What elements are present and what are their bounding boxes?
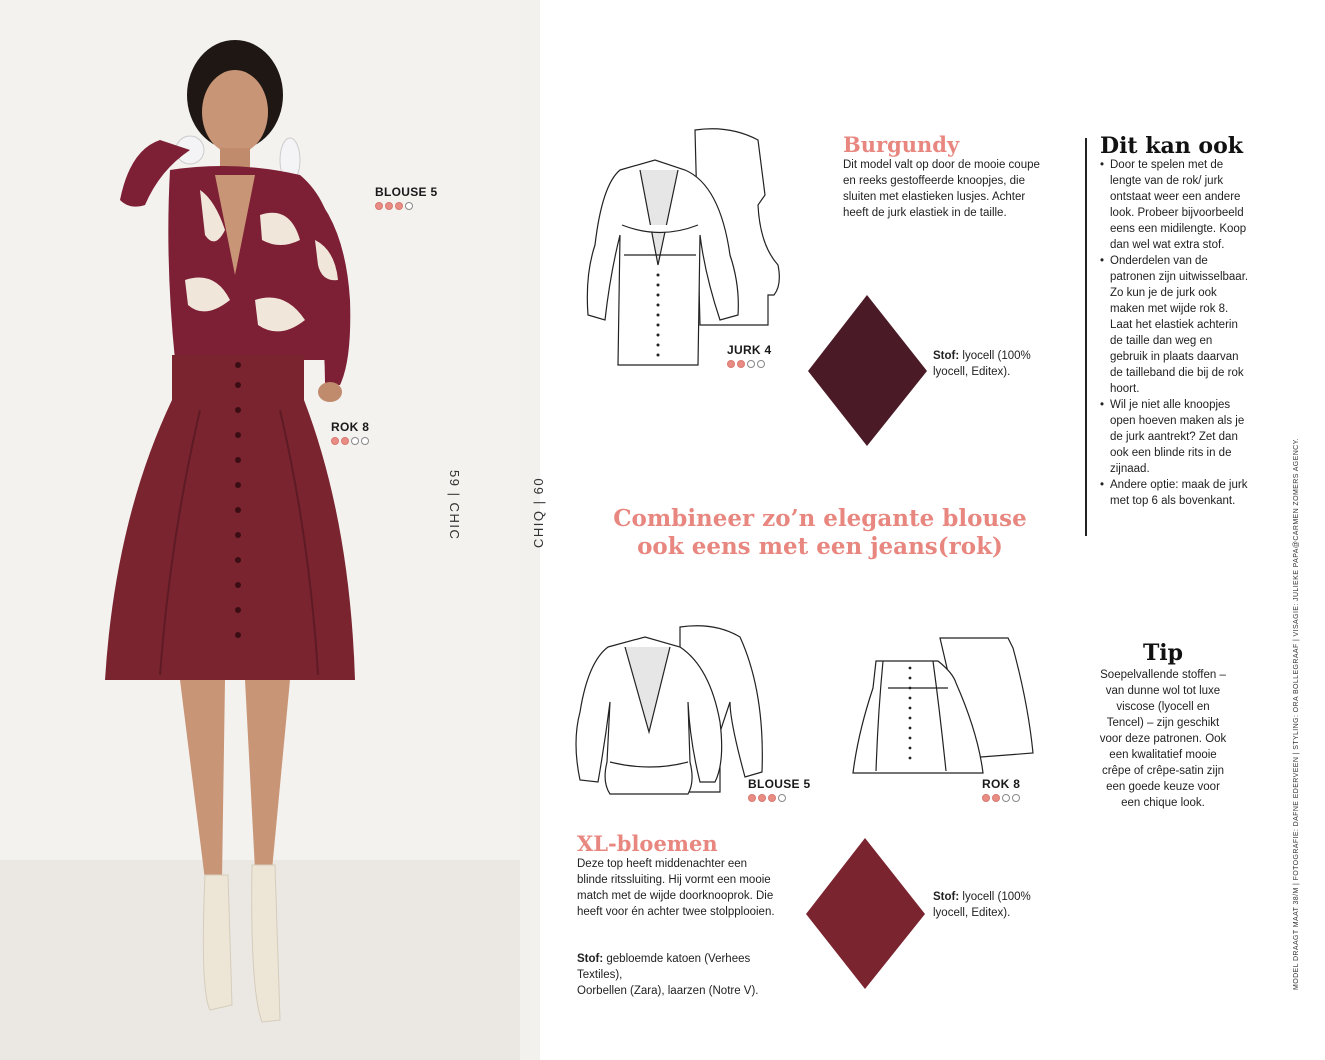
fabric-swatch-lyocell-burgundy	[803, 836, 928, 991]
difficulty-dot-empty	[351, 437, 359, 445]
list-item: • Door te spelen met de lengte van de rok/ jurk ontstaat weer een andere look. Probeer bijvoorbeeld eens een midilengte. Koop dan wel wat extra stof.	[1100, 157, 1250, 253]
difficulty-dot-filled	[331, 437, 339, 445]
difficulty-dot-filled	[375, 202, 383, 210]
difficulty-dot-empty	[778, 794, 786, 802]
difficulty-dot-filled	[385, 202, 393, 210]
sidebar-rule	[1085, 138, 1087, 536]
xl-stof-label: Stof:	[577, 953, 604, 965]
fabric-2-info	[933, 889, 1048, 921]
jurk-4-label	[727, 343, 771, 368]
difficulty-dot-empty	[405, 202, 413, 210]
rok-8-name: ROK 8	[982, 777, 1021, 791]
xl-extra-text: Oorbellen (Zara), laarzen (Notre V).	[577, 985, 759, 997]
fabric-1-info	[933, 348, 1048, 380]
difficulty-dots	[331, 437, 369, 445]
difficulty-dot-empty	[747, 360, 755, 368]
difficulty-dots	[748, 794, 810, 802]
difficulty-dot-empty	[1012, 794, 1020, 802]
difficulty-dots	[375, 202, 437, 210]
pull-quote-line-1: Combineer zo’n elegante blouse	[613, 505, 1027, 532]
rok-8-label	[331, 420, 369, 445]
jurk-4-name: JURK 4	[727, 343, 772, 357]
rok-8-drawing	[848, 633, 1038, 778]
dit-kan-ook-title: Dit kan ook	[1100, 133, 1243, 159]
difficulty-dot-filled	[727, 360, 735, 368]
blouse-5-drawing	[570, 622, 775, 797]
difficulty-dot-filled	[758, 794, 766, 802]
xl-bloemen-title: XL-bloemen	[577, 831, 718, 856]
tip-text: Soepelvallende stoffen – van dunne wol tot luxe viscose (lyocell en Tencel) – zijn geschikt voor deze patronen. Ook een kwalitatief mooie crêpe of crêpe-satin zijn een goede keuze voor een chique look.	[1099, 669, 1227, 809]
list-item: • Andere optie: maak de jurk met top 6 als bovenkant.	[1100, 477, 1250, 509]
tip-title: Tip	[1142, 640, 1184, 666]
model-photo	[0, 0, 520, 1060]
difficulty-dot-empty	[361, 437, 369, 445]
fabric-1-text: lyocell (100% lyocell, Editex).	[933, 350, 1031, 378]
difficulty-dot-filled	[737, 360, 745, 368]
pull-quote-line-2: ook eens met een jeans(rok)	[637, 533, 1003, 560]
jurk-4-drawing	[580, 125, 790, 375]
list-item: • Wil je niet alle knoopjes open hoeven maken als je de jurk aantrekt? Zet dan ook een blinde rits in de zijnaad.	[1100, 397, 1250, 477]
xl-bloemen-text: Deze top heeft middenachter een blinde ritssluiting. Hij vormt een mooie match met de wijde doorknooprok. Die heeft voor én achter twee stolpplooien.	[577, 858, 775, 918]
fabric-swatch-lyocell-dark	[805, 293, 930, 448]
burgundy-text: Dit model valt op door de mooie coupe en reeks gestoffeerde knoopjes, die sluiten met elastieken lusjes. Achter heeft de jurk elastiek in de taille.	[843, 159, 1040, 219]
pull-quote	[600, 505, 1040, 561]
blouse-5-label	[375, 185, 437, 210]
fabric-1-label: Stof:	[933, 350, 960, 362]
difficulty-dots	[982, 794, 1020, 802]
difficulty-dot-filled	[982, 794, 990, 802]
fabric-2-text: lyocell (100% lyocell, Editex).	[933, 891, 1031, 919]
blouse-5-label-right	[748, 777, 810, 802]
difficulty-dot-empty	[1002, 794, 1010, 802]
list-item: • Onderdelen van de patronen zijn uitwisselbaar. Zo kun je de jurk ook maken met wijde rok 8. Laat het elastiek achterin de taille dan weg en gebruik in plaats daarvan de tailleband die bij de rok hoort.	[1100, 253, 1250, 397]
difficulty-dot-filled	[748, 794, 756, 802]
difficulty-dot-filled	[768, 794, 776, 802]
difficulty-dot-filled	[992, 794, 1000, 802]
difficulty-dot-filled	[395, 202, 403, 210]
xl-stof-info	[577, 951, 787, 999]
xl-stof-text: gebloemde katoen (Verhees Textiles),	[577, 953, 751, 981]
folio-left: 59 | CHIC	[447, 470, 462, 541]
dit-kan-ook-list	[1100, 157, 1250, 509]
difficulty-dot-filled	[341, 437, 349, 445]
blouse-5-name: BLOUSE 5	[748, 777, 811, 791]
rok-8-label-right	[982, 777, 1020, 802]
rok-8-name: ROK 8	[331, 420, 370, 434]
folio-right: CHIQ | 60	[531, 476, 546, 548]
photo-credits: MODEL DRAAGT MAAT 38/M | FOTOGRAFIE: DAFNE EDERVEEN | STYLING: ORA BOLLEGRAAF | VISAGIE: JULIEKE PAPA@CARMEN ZOMERS AGENCY.	[1293, 437, 1300, 990]
burgundy-title: Burgundy	[843, 132, 960, 157]
fabric-2-label: Stof:	[933, 891, 960, 903]
blouse-5-name: BLOUSE 5	[375, 185, 438, 199]
difficulty-dot-empty	[757, 360, 765, 368]
difficulty-dots	[727, 360, 771, 368]
